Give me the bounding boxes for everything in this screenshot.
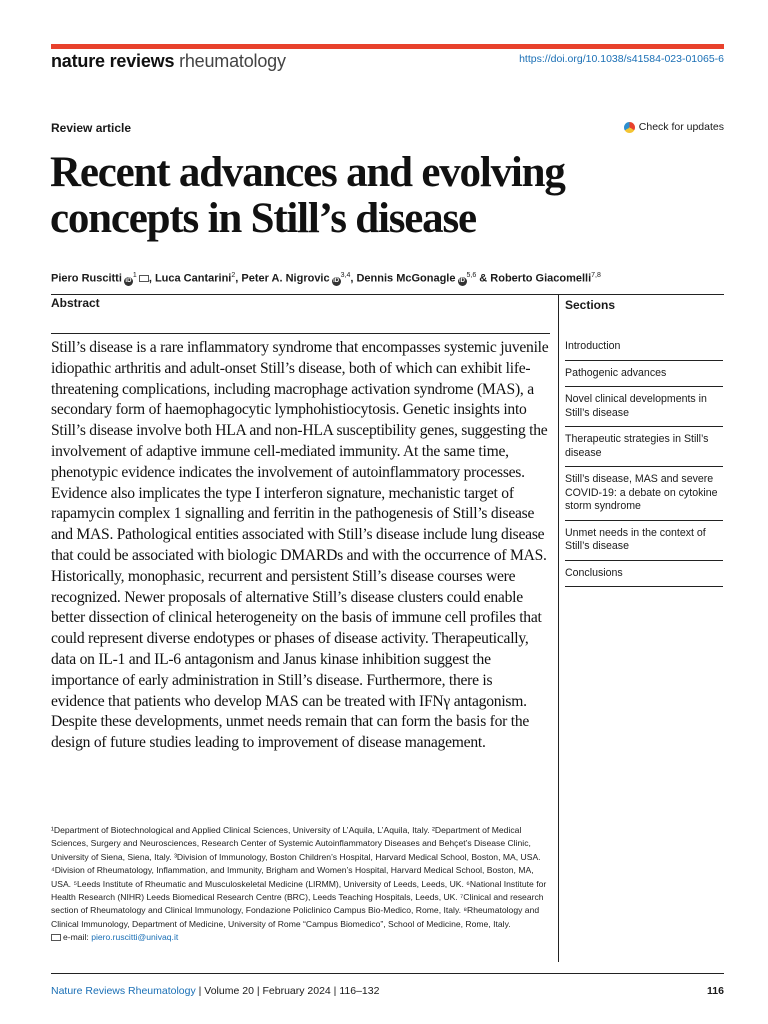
author-affil: 2 xyxy=(231,272,236,279)
article-title xyxy=(50,150,650,242)
header-accent-bar xyxy=(51,44,724,49)
check-updates-button[interactable] xyxy=(624,121,724,133)
section-link[interactable]: Conclusions xyxy=(565,561,723,588)
journal-logo[interactable] xyxy=(51,51,286,72)
footer xyxy=(51,985,379,997)
section-link[interactable]: Therapeutic strategies in Still’s disease xyxy=(565,427,723,467)
orcid-icon[interactable]: iD xyxy=(459,277,465,284)
doi-link[interactable]: https://doi.org/10.1038/s41584-023-01065-6 xyxy=(519,53,724,65)
abstract-text: Still’s disease is a rare inflammatory syndrome that encompasses systemic juvenile idiopathic arthritis and adult-onset Still’s disease, both of which can exhibit life-threatening complications, including macrophage activation syndrome (MAS), a secondary form of haemophagocytic lymphohistiocytosis. Genetic insights into Still’s disease involve both HLA and non-HLA susceptibility genes, suggesting the involvement of adaptive immune cell-mediated immunity. At the same time, phenotypic evidence indicates the involvement of autoinflammatory processes. Evidence also implicates the type I interferon signature, mechanistic target of rapamycin complex 1 signalling and ferritin in the pathogenesis of Still’s disease and MAS. Pathological entities associated with Still’s disease include lung disease that could be associated with biologic DMARDs and with the occurrence of MAS. Historically, monophasic, recurrent and persistent Still’s disease courses were recognized. Newer proposals of alternative Still’s disease clusters could enable better dissection of clinical heterogeneity on the basis of immune cell profiles that could represent diverse endotypes or phases of disease activity. Therapeutically, data on IL-1 and IL-6 antagonism and Janus kinase inhibition suggest the importance of early administration in Still’s disease. Furthermore, there is evidence that patients who develop MAS can be treated with IFNγ antagonism. Despite these developments, unmet needs remain that can form the basis for the design of future studies leading to improvement of disease management. xyxy=(51,339,549,752)
divider xyxy=(51,294,724,295)
footer-details: | Volume 20 | February 2024 | 116–132 xyxy=(195,985,380,997)
author-affil: 1 xyxy=(132,272,137,279)
journal-name-light: rheumatology xyxy=(179,51,286,71)
crossmark-icon xyxy=(624,122,635,133)
orcid-icon[interactable]: iD xyxy=(333,277,340,284)
divider xyxy=(51,973,724,974)
section-link[interactable]: Unmet needs in the context of Still’s disease xyxy=(565,521,723,561)
author-name[interactable]: Piero Ruscitti xyxy=(51,272,122,285)
journal-name-bold: nature reviews xyxy=(51,51,175,71)
author-affil: 3,4 xyxy=(340,272,351,279)
abstract-heading: Abstract xyxy=(51,296,100,310)
author-name[interactable]: Luca Cantarini xyxy=(154,272,232,285)
sections-list xyxy=(565,334,723,587)
divider xyxy=(51,333,550,334)
author-name[interactable]: Peter A. Nigrovic xyxy=(241,272,330,285)
page-number: 116 xyxy=(707,985,724,997)
sections-heading: Sections xyxy=(565,298,616,312)
article-type: Review article xyxy=(51,121,132,135)
title-line-2: concepts in Still’s disease xyxy=(50,195,476,242)
title-line-1: Recent advances and evolving xyxy=(50,149,565,196)
envelope-icon xyxy=(51,934,61,941)
section-link[interactable]: Pathogenic advances xyxy=(565,361,723,388)
section-link[interactable]: Still’s disease, MAS and severe COVID-19: a debate on cytokine storm syndrome xyxy=(565,467,723,521)
section-link[interactable]: Introduction xyxy=(565,334,723,361)
section-link[interactable]: Novel clinical developments in Still’s disease xyxy=(565,387,723,427)
footer-journal-link[interactable]: Nature Reviews Rheumatology xyxy=(51,985,196,997)
author-name[interactable]: Dennis McGonagle xyxy=(356,272,456,285)
author-affil: 5,6 xyxy=(466,272,477,279)
author-list: Piero Ruscitti $iD^1$ , Luca Cantarini$^2$, Peter A. Nigrovic iD$^{3,4}$, Dennis McGonagle iD$^{5,6}$ & Roberto Giacomelli$^{7,8}$ xyxy=(51,272,601,285)
author-name[interactable]: Roberto Giacomelli xyxy=(490,272,592,285)
email-label: e-mail: xyxy=(63,932,89,943)
affiliations-text: ¹Department of Biotechnological and Applied Clinical Sciences, University of L’Aquila, L’Aquila, Italy. ²Department of Medical Sciences, Surgery and Neurosciences, Research Center of Systemic Autoinflammatory Diseases and Behçet’s Disease Clinic, University of Siena, Siena, Italy. ³Division of Immunology, Boston Children’s Hospital, Harvard Medical School, Boston, MA, USA. ⁴Division of Rheumatology, Inflammation, and Immunity, Brigham and Women’s Hospital, Harvard Medical School, Boston, MA, USA. ⁵Leeds Institute of Rheumatic and Musculoskeletal Medicine (LIRMM), University of Leeds, Leeds, UK. ⁶National Institute for Health Research (NIHR) Leeds Biomedical Research Centre (BRC), Leeds Teaching Hospitals, Leeds, UK. ⁷Clinical and research section of Rheumatology and Clinical Immunology, Fondazione Policlinico Campus Bio-Medico, Rome, Italy. ⁸Rheumatology and Clinical Immunology, Department of Medicine, University of Rome “Campus Biomedico”, School of Medicine, Rome, Italy. xyxy=(51,825,547,929)
affiliations xyxy=(51,824,551,945)
column-divider xyxy=(558,294,559,962)
check-updates-label: Check for updates xyxy=(638,121,724,133)
author-affil: 7,8 xyxy=(591,272,601,279)
email-link[interactable]: piero.ruscitti@univaq.it xyxy=(91,932,179,943)
mail-icon[interactable] xyxy=(139,275,149,282)
orcid-icon[interactable]: iD xyxy=(125,277,132,284)
